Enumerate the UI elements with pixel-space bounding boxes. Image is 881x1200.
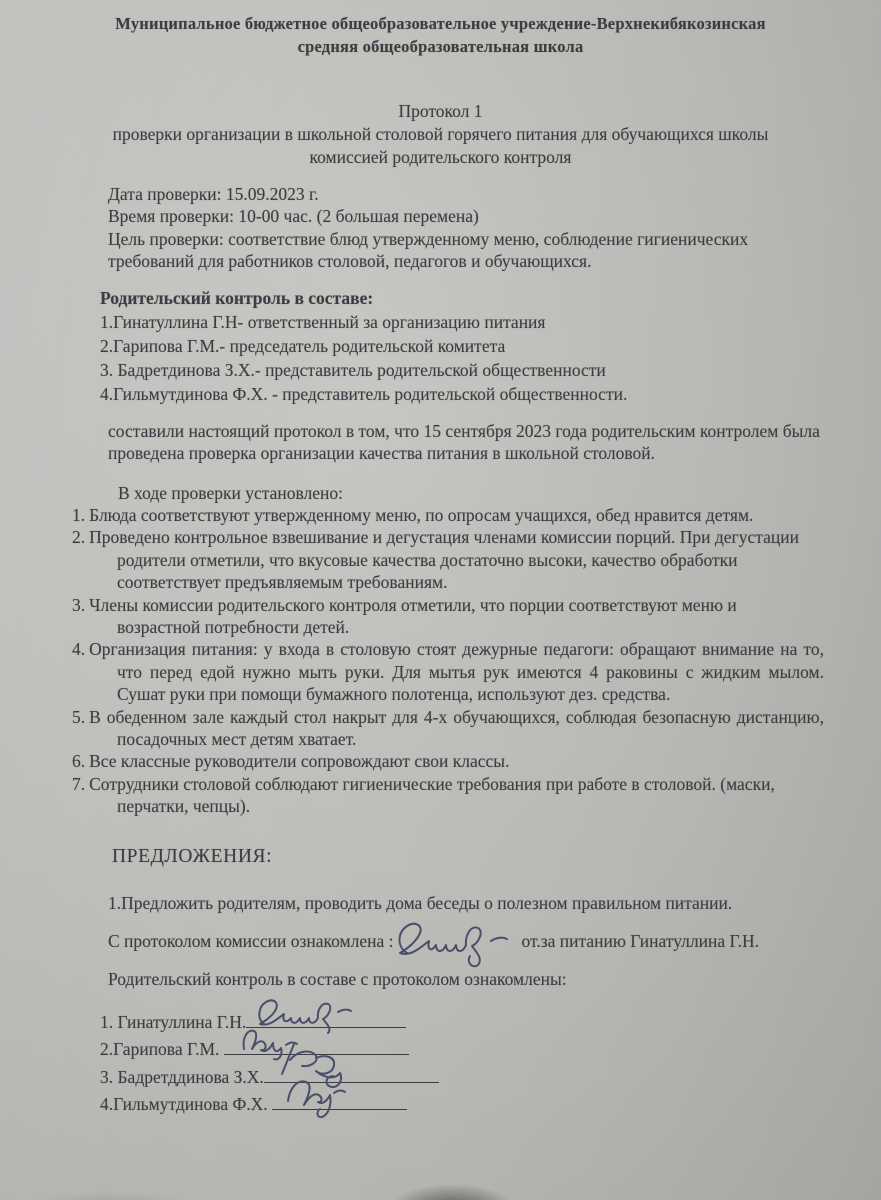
protocol-title: Протокол 1 bbox=[398, 101, 483, 121]
finding-item bbox=[51, 526, 824, 593]
finding-item bbox=[51, 594, 824, 639]
finding-text: Организация питания: у входа в столовую стоят дежурные педагоги: обращают внимание на то, что перед едой нужно мыть руки. Для мытья рук имеются 4 раковины с жидким мылом. Сушат руки при помощи бумажного полотенца, используют дез. средства. bbox=[89, 639, 824, 705]
proposals-heading: ПРЕДЛОЖЕНИЯ: bbox=[112, 846, 273, 867]
protocol-subtitle-line2: комиссией родительского контроля bbox=[309, 147, 572, 167]
committee-member: 1.Гинатуллина Г.Н- ответственный за организацию питания bbox=[100, 312, 546, 332]
finding-text: Проведено контрольное взвешивание и дегустация членами комиссии порций. При дегустации родители отметили, что вкусовые качества достаточно высоки, качество обработки соответствует предъявляемым требованиям. bbox=[89, 527, 799, 593]
finding-item bbox=[51, 750, 824, 772]
protocol-subtitle-line1: проверки организации в школьной столовой горячего питания для обучающихся школы bbox=[112, 124, 769, 144]
finding-item bbox=[51, 773, 824, 818]
findings-heading: В ходе проверки установлено: bbox=[118, 483, 343, 503]
finding-number: 4. bbox=[72, 639, 86, 660]
inspection-goal: Цель проверки: соответствие блюд утвержденному меню, соблюдение гигиенических требований для работников столовой, педагогов и обучающихся. bbox=[108, 228, 749, 272]
finding-text: В обеденном зале каждый стол накрыт для 4-х обучающихся, соблюдая безопасную дистанцию, посадочных мест детям хватает. bbox=[89, 706, 824, 750]
signer-label: 4.Гильмутдинова Ф.Х. bbox=[100, 1094, 273, 1115]
finding-item bbox=[51, 638, 824, 705]
finding-text: Члены комиссии родительского контроля отметили, что порции соответствуют меню и возрастной потребности детей. bbox=[89, 594, 737, 638]
finding-text: Все классные руководители сопровождают свои классы. bbox=[89, 751, 510, 772]
signature-gilmutdinova-icon bbox=[280, 1071, 380, 1119]
committee-member: 3. Бадретдинова З.Х.- представитель родительской общественности bbox=[100, 360, 606, 380]
finding-number: 1. bbox=[72, 505, 86, 525]
signoff-heading: Родительский контроль в составе с протоколом ознакомлены: bbox=[108, 969, 567, 989]
signature-line bbox=[272, 1090, 407, 1110]
preamble-paragraph: составили настоящий протокол в том, что 15 сентября 2023 года родительским контролем была проведена проверка организации качества питания в школьной столовой. bbox=[108, 421, 820, 464]
finding-item bbox=[51, 706, 824, 751]
signoff-list bbox=[100, 1008, 439, 1118]
org-header-line1: Муниципальное бюджетное общеобразовательное учреждение-Верхнекибякозинская bbox=[115, 14, 766, 33]
acknowledgement-row bbox=[108, 912, 759, 970]
signature-ginatullina-icon bbox=[393, 913, 521, 969]
committee-block bbox=[100, 286, 830, 406]
signer-label: 1. Гинатуллина Г.Н. bbox=[100, 1012, 247, 1032]
acknowledgement-prefix: С протоколом комиссии ознакомлена : bbox=[108, 930, 394, 951]
org-header bbox=[0, 12, 881, 58]
signer-row bbox=[100, 1090, 439, 1117]
committee-member: 2.Гарипова Г.М.- председатель родительской комитета bbox=[100, 336, 506, 356]
signer-label: 2.Гарипова Г.М. bbox=[100, 1039, 224, 1060]
finding-number: 2. bbox=[72, 527, 86, 548]
finding-number: 7. bbox=[72, 773, 86, 794]
findings-list bbox=[51, 504, 824, 818]
finding-item bbox=[51, 504, 824, 526]
org-header-line2: средняя общеобразовательная школа bbox=[297, 37, 584, 56]
protocol-title-block bbox=[0, 100, 881, 169]
finding-number: 5. bbox=[72, 706, 86, 727]
finding-text: Блюда соответствуют утвержденному меню, по опросам учащихся, обед нравится детям. bbox=[89, 505, 754, 525]
inspection-date: Дата проверки: 15.09.2023 г. bbox=[108, 184, 319, 204]
inspection-time: Время проверки: 10-00 час. (2 большая перемена) bbox=[108, 206, 479, 227]
signer-row bbox=[100, 1063, 439, 1090]
acknowledgement-suffix: от.за питанию Гинатуллина Г.Н. bbox=[521, 930, 760, 951]
committee-member: 4.Гильмутдинова Ф.Х. - представитель родительской общественности. bbox=[100, 384, 628, 404]
finding-text: Сотрудники столовой соблюдают гигиенические требования при работе в столовой. (маски, перчатки, чепцы). bbox=[89, 773, 775, 817]
committee-heading: Родительский контроль в составе: bbox=[100, 288, 374, 308]
signer-label: 3. Бадретддинова З.Х. bbox=[100, 1066, 264, 1087]
finding-number: 3. bbox=[72, 594, 86, 615]
proposal-item: 1.Предложить родителям, проводить дома беседы о полезном правильном питании. bbox=[108, 893, 733, 913]
finding-number: 6. bbox=[72, 751, 86, 772]
inspection-meta bbox=[108, 183, 824, 273]
